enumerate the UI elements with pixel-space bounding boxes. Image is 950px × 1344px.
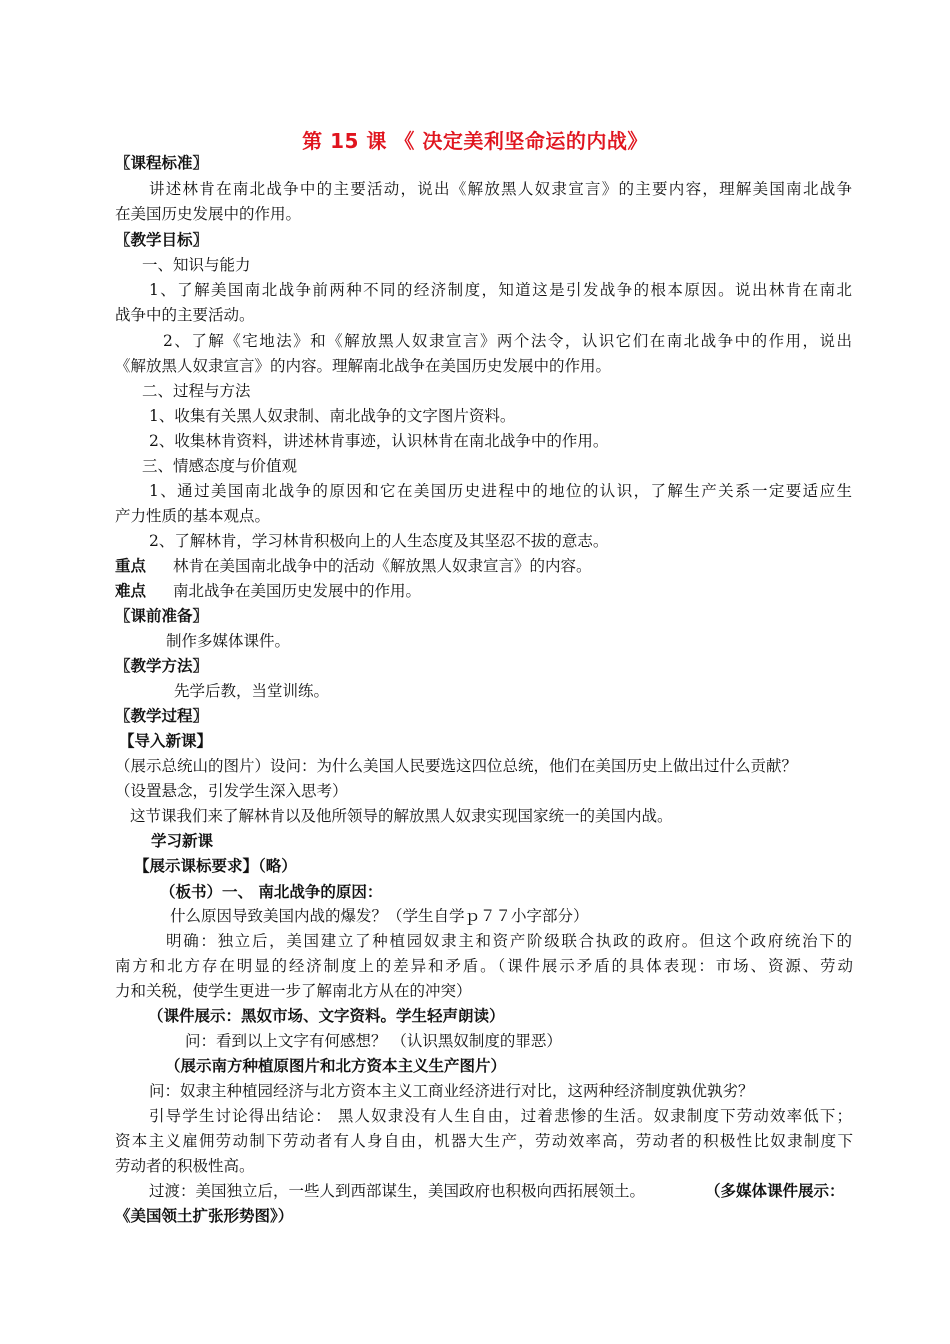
subheading: 三、情感态度与价值观 xyxy=(142,457,298,475)
paragraph-line: 问：看到以上文字有何感想？ （认识黑奴制度的罪恶） xyxy=(185,1032,562,1050)
paragraph-line: 劳动者的积极性高。 xyxy=(115,1157,255,1175)
paragraph-line: （设置悬念，引发学生深入思考） xyxy=(115,782,348,800)
subheading: 一、知识与能力 xyxy=(142,256,251,274)
subsection-heading-intro: 【导入新课】 xyxy=(119,731,213,750)
section-heading-method: 〖教学方法〗 xyxy=(115,656,209,675)
board-heading: （板书）一、 南北战争的原因： xyxy=(160,882,383,901)
paragraph-line: 南方和北方存在明显的经济制度上的差异和矛盾。（课件展示矛盾的具体表现：市场、资源、劳动 xyxy=(115,957,853,975)
paragraph-line: 先学后教，当堂训练。 xyxy=(174,682,330,700)
section-heading-teaching-goals: 〖教学目标〗 xyxy=(115,230,209,249)
subsection-heading-new-lesson: 学习新课 xyxy=(151,831,214,850)
paragraph-line: 1、收集有关黑人奴隶制、南北战争的文字图片资料。 xyxy=(149,407,516,425)
paragraph-line: 明确：独立后，美国建立了种植园奴隶主和资产阶级联合执政的政府。但这个政府统治下的 xyxy=(166,932,852,950)
paragraph-line: （展示总统山的图片）设问：为什么美国人民要选这四位总统，他们在美国历史上做出过什么贡献？ xyxy=(115,757,798,775)
section-heading-curriculum-standard: 〖课程标准〗 xyxy=(115,153,209,172)
key-point-label: 重点 xyxy=(115,556,147,575)
paragraph-line: 讲述林肯在南北战争中的主要活动，说出《解放黑人奴隶宣言》的主要内容，理解美国南北战争 xyxy=(149,180,852,198)
paragraph-line: 《解放黑人奴隶宣言》的内容。理解南北战争在美国历史发展中的作用。 xyxy=(115,357,612,375)
paragraph-line: 什么原因导致美国内战的爆发？（学生自学ｐ７７小字部分） xyxy=(170,907,589,925)
paragraph-line: 1、了解美国南北战争前两种不同的经济制度，知道这是引发战争的根本原因。说出林肯在南北 xyxy=(149,281,852,299)
paragraph-line: 这节课我们来了解林肯以及他所领导的解放黑人奴隶实现国家统一的美国内战。 xyxy=(130,807,673,825)
difficulty-label: 难点 xyxy=(115,581,147,600)
key-point-text: 林肯在美国南北战争中的活动《解放黑人奴隶宣言》的内容。 xyxy=(173,557,592,575)
lesson-title: 第 15 课 《 决定美利坚命运的内战》 xyxy=(302,129,648,153)
section-heading-preparation: 〖课前准备〗 xyxy=(115,606,209,625)
paragraph-line: 引导学生讨论得出结论： 黑人奴隶没有人生自由，过着悲惨的生活。奴隶制度下劳动效率低下； xyxy=(149,1107,852,1125)
paragraph-line: 制作多媒体课件。 xyxy=(166,632,291,650)
section-heading-process: 〖教学过程〗 xyxy=(115,706,209,725)
courseware-note: 《美国领土扩张形势图》） xyxy=(115,1206,294,1225)
paragraph-line: 在美国历史发展中的作用。 xyxy=(115,205,302,223)
paragraph-line: 过渡：美国独立后，一些人到西部谋生，美国政府也积极向西拓展领土。 xyxy=(149,1182,646,1200)
paragraph-line: 2、了解《宅地法》和《解放黑人奴隶宣言》两个法令，认识它们在南北战争中的作用，说出 xyxy=(163,332,852,350)
difficulty-text: 南北战争在美国历史发展中的作用。 xyxy=(173,582,422,600)
paragraph-line: 力和关税，使学生更进一步了解南北方从在的冲突） xyxy=(115,982,472,1000)
paragraph-line: 问：奴隶主种植园经济与北方资本主义工商业经济进行对比，这两种经济制度孰优孰劣？ xyxy=(149,1082,754,1100)
courseware-note: （展示南方种植原图片和北方资本主义生产图片） xyxy=(165,1056,507,1075)
paragraph-line: 产力性质的基本观点。 xyxy=(115,507,271,525)
paragraph-line: 2、了解林肯，学习林肯积极向上的人生态度及其坚忍不拔的意志。 xyxy=(149,532,609,550)
paragraph-line: 2、收集林肯资料，讲述林肯事迹，认识林肯在南北战争中的作用。 xyxy=(149,432,609,450)
subsection-heading-standards: 【展示课标要求】（略） xyxy=(134,856,297,875)
courseware-note: （多媒体课件展示： xyxy=(705,1181,845,1200)
subheading: 二、过程与方法 xyxy=(142,382,251,400)
paragraph-line: 1、通过美国南北战争的原因和它在美国历史进程中的地位的认识，了解生产关系一定要适应生 xyxy=(149,482,852,500)
paragraph-line: 战争中的主要活动。 xyxy=(115,306,255,324)
paragraph-line: 资本主义雇佣劳动制下劳动者有人身自由，机器大生产，劳动效率高，劳动者的积极性比奴隶制度下 xyxy=(115,1132,853,1150)
courseware-note: （课件展示：黑奴市场、文字资料。学生轻声朗读） xyxy=(148,1006,505,1025)
